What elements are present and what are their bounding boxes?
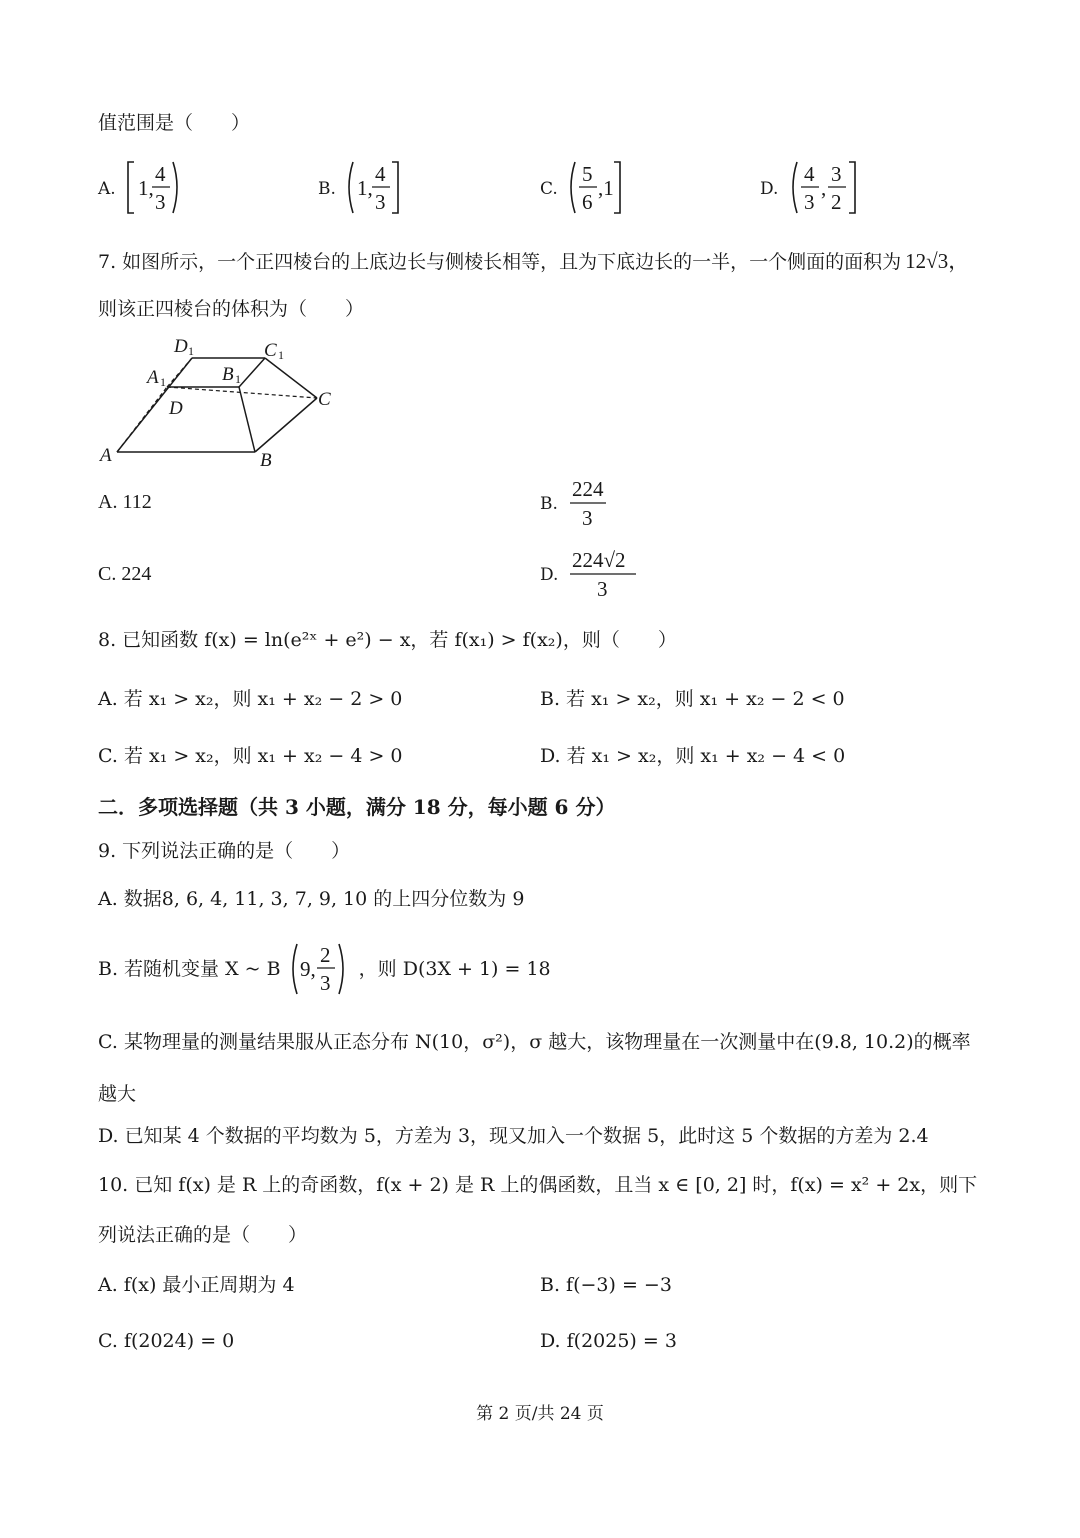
- q7-option-a: A. 112: [98, 491, 152, 513]
- q10-option-d: D. f(2025) = 3: [540, 1330, 677, 1352]
- fig-label-b1: B: [222, 364, 234, 385]
- q8-stem: 8. 已知函数 f(x) = ln(e²ˣ + e²) − x，若 f(x₁) > f(x₂)，则（ ）: [98, 629, 677, 651]
- q10-option-b: B. f(−3) = −3: [540, 1274, 672, 1296]
- section-heading: 二．多项选择题（共 3 小题，满分 18 分，每小题 6 分）: [98, 795, 616, 819]
- q10-line1: 10. 已知 f(x) 是 R 上的奇函数，f(x + 2) 是 R 上的偶函数，且当 x ∈ [0, 2] 时，f(x) = x² + 2x，则下: [98, 1174, 978, 1196]
- bracket-left-icon: [128, 162, 134, 213]
- svg-text:D.: D.: [540, 565, 559, 585]
- bracket-right-icon: [849, 162, 855, 213]
- svg-text:1: 1: [188, 344, 194, 358]
- paren-right-icon: [339, 944, 343, 994]
- q6-options: [0, 155, 1080, 225]
- q6-option-b: [318, 162, 398, 214]
- svg-text:2: 2: [319, 943, 331, 967]
- fig-label-a: A: [100, 445, 112, 466]
- q7-b-den: 3: [582, 506, 593, 530]
- q6-c-num: 5: [582, 162, 593, 186]
- svg-text:9,: 9,: [299, 957, 316, 981]
- page-footer: 第 2 页/共 24 页: [476, 1404, 604, 1424]
- q6-c-right: ,1: [598, 176, 614, 200]
- q7-option-d: [538, 545, 678, 605]
- q7-option-b: [538, 474, 658, 534]
- q8-option-d: D. 若 x₁ > x₂，则 x₁ + x₂ − 4 < 0: [540, 745, 846, 767]
- q10-line2: 列说法正确的是（ ）: [98, 1224, 308, 1246]
- svg-text:B.: B.: [540, 494, 558, 514]
- fig-label-c1: C: [264, 340, 277, 361]
- q6-c-den: 6: [582, 190, 593, 214]
- q7-d-num: 224√2: [572, 548, 626, 572]
- q9-option-b: B. 若随机变量 X ~ B 9, 2 3 ，则 D(3X + 1) = 18: [98, 960, 551, 979]
- q6-d-den1: 3: [804, 190, 815, 214]
- svg-text:1: 1: [160, 375, 166, 389]
- q7-option-c: C. 224: [98, 563, 152, 585]
- q6-option-d: [760, 162, 855, 214]
- q7-b-num: 224: [572, 477, 604, 501]
- q8-option-c: C. 若 x₁ > x₂，则 x₁ + x₂ − 4 > 0: [98, 745, 403, 767]
- q10-option-a: A. f(x) 最小正周期为 4: [98, 1274, 295, 1296]
- q6-option-c: [540, 162, 620, 214]
- q6-d-label: D.: [760, 179, 779, 199]
- frustum-figure: [95, 335, 355, 470]
- paren-left-icon: [293, 944, 297, 994]
- fig-label-c: C: [318, 389, 331, 410]
- q6-a-label: A.: [98, 179, 116, 199]
- svg-text:,: ,: [821, 176, 827, 200]
- q6-b-num: 4: [375, 162, 386, 186]
- q6-d-den2: 2: [831, 190, 842, 214]
- q6-b-left: 1,: [357, 176, 373, 200]
- q7-d-den: 3: [597, 577, 608, 601]
- paren-left-icon: [571, 162, 575, 213]
- q6-a-den: 3: [155, 190, 166, 214]
- paren-right-icon: [173, 162, 177, 213]
- q9-option-d: D. 已知某 4 个数据的平均数为 5，方差为 3，现又加入一个数据 5，此时这 5 个数据的方差为 2.4: [98, 1125, 929, 1147]
- svg-text:1: 1: [278, 348, 284, 362]
- bracket-right-icon: [614, 162, 620, 213]
- q6-b-label: B.: [318, 179, 336, 199]
- q8-option-b: B. 若 x₁ > x₂，则 x₁ + x₂ − 2 < 0: [540, 688, 845, 710]
- bracket-right-icon: [392, 162, 398, 213]
- paren-left-icon: [793, 162, 797, 213]
- fig-label-d: D: [169, 398, 183, 419]
- q6-b-den: 3: [375, 190, 386, 214]
- q6-c-label: C.: [540, 179, 558, 199]
- q7-line2: 则该正四棱台的体积为（ ）: [98, 298, 365, 320]
- q6-option-a: [97, 162, 177, 214]
- q7-area: 12√3，: [905, 249, 970, 273]
- svg-text:3: 3: [319, 971, 331, 995]
- fig-label-b: B: [260, 450, 272, 470]
- fig-label-d1: D: [174, 336, 188, 357]
- q9-stem: 9. 下列说法正确的是（ ）: [98, 840, 351, 862]
- q6-a-num: 4: [155, 162, 166, 186]
- fig-label-a1: A: [147, 367, 159, 388]
- q6-d-num2: 3: [831, 162, 842, 186]
- svg-text:1: 1: [235, 372, 241, 386]
- q6-stem-tail: 值范围是（ ）: [98, 112, 251, 134]
- paren-left-icon: [349, 162, 353, 213]
- q7-line1: 7. 如图所示，一个正四棱台的上底边长与侧棱长相等，且为下底边长的一半，一个侧面的面积为 12√3，: [98, 249, 970, 273]
- q6-d-num1: 4: [804, 162, 815, 186]
- q9-option-a: A. 数据8, 6, 4, 11, 3, 7, 9, 10 的上四分位数为 9: [98, 888, 525, 910]
- q9-option-c-line2: 越大: [98, 1083, 137, 1105]
- q8-option-a: A. 若 x₁ > x₂，则 x₁ + x₂ − 2 > 0: [98, 688, 403, 710]
- q9-option-c-line1: C. 某物理量的测量结果服从正态分布 N(10，σ²)，σ 越大，该物理量在一次测量中在(9.8, 10.2)的概率: [98, 1031, 971, 1053]
- q10-option-c: C. f(2024) = 0: [98, 1330, 235, 1352]
- q9-b-fraction: [289, 940, 351, 998]
- q6-a-left: 1,: [138, 176, 154, 200]
